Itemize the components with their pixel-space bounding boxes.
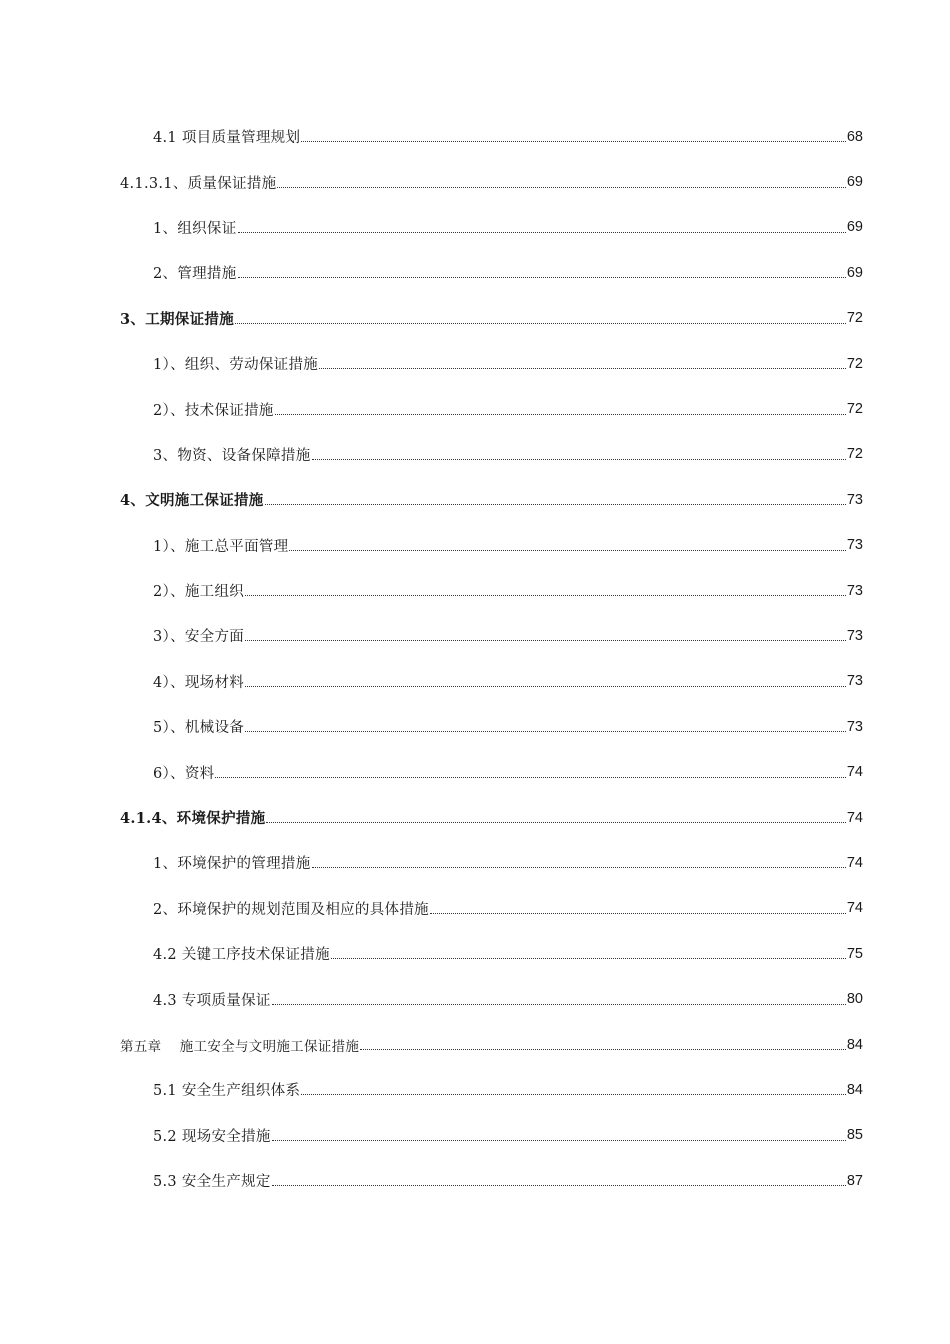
toc-leader-dots — [215, 777, 845, 778]
toc-entry-title: 1）、施工总平面管理 — [153, 538, 289, 555]
toc-entry[interactable] — [0, 749, 950, 794]
toc-entry-title: 4、文明施工保证措施 — [120, 492, 264, 510]
toc-entry-title: 1、组织保证 — [153, 220, 237, 237]
toc-entry-page: 73 — [846, 537, 863, 554]
toc-entry[interactable] — [0, 795, 950, 840]
toc-entry-page: 69 — [846, 174, 863, 191]
toc-entry-page: 72 — [846, 401, 863, 418]
toc-leader-dots — [331, 958, 846, 959]
toc-entry-page: 73 — [846, 673, 863, 690]
toc-leader-dots — [245, 731, 846, 732]
toc-entry-title: 5.2 现场安全措施 — [153, 1128, 271, 1145]
toc-entry[interactable] — [0, 114, 950, 159]
toc-entry[interactable] — [0, 840, 950, 885]
toc-entry-page: 74 — [846, 764, 863, 781]
table-of-contents — [0, 114, 950, 1203]
toc-entry-title: 第五章 施工安全与文明施工保证措施 — [120, 1038, 360, 1055]
toc-entry-page: 74 — [846, 900, 863, 917]
toc-entry[interactable] — [0, 205, 950, 250]
toc-entry-page: 72 — [846, 446, 863, 463]
toc-entry[interactable] — [0, 568, 950, 613]
toc-leader-dots — [301, 141, 846, 142]
toc-entry-title: 3、工期保证措施 — [120, 310, 234, 328]
toc-entry-page: 84 — [846, 1036, 863, 1053]
toc-entry-title: 4.2 关键工序技术保证措施 — [153, 947, 330, 964]
toc-entry-page: 73 — [846, 627, 863, 644]
toc-leader-dots — [272, 1185, 846, 1186]
toc-leader-dots — [312, 459, 846, 460]
toc-entry-page: 72 — [846, 310, 863, 327]
toc-leader-dots — [312, 867, 846, 868]
toc-entry-title: 4.1.4、环境保护措施 — [120, 810, 266, 828]
toc-entry[interactable] — [0, 432, 950, 477]
toc-entry-title: 5.1 安全生产组织体系 — [153, 1083, 301, 1100]
toc-entry[interactable] — [0, 523, 950, 568]
toc-entry[interactable] — [0, 250, 950, 295]
toc-entry-title: 4.1 项目质量管理规划 — [153, 130, 301, 147]
toc-leader-dots — [272, 1140, 846, 1141]
toc-entry-page: 87 — [846, 1172, 863, 1189]
toc-leader-dots — [266, 822, 845, 823]
toc-leader-dots — [275, 414, 846, 415]
toc-entry-title: 2）、施工组织 — [153, 584, 245, 601]
toc-entry-title: 1、环境保护的管理措施 — [153, 856, 311, 873]
toc-entry-page: 68 — [846, 128, 863, 145]
toc-entry-title: 2）、技术保证措施 — [153, 402, 274, 419]
toc-entry[interactable] — [0, 341, 950, 386]
toc-leader-dots — [272, 1004, 846, 1005]
toc-entry-page: 80 — [846, 991, 863, 1008]
toc-entry-title: 5.3 安全生产规定 — [153, 1174, 271, 1191]
toc-leader-dots — [235, 323, 846, 324]
toc-entry[interactable] — [0, 1158, 950, 1203]
toc-entry[interactable] — [0, 659, 950, 704]
toc-entry-page: 69 — [846, 219, 863, 236]
toc-entry-title: 3）、安全方面 — [153, 629, 245, 646]
toc-entry[interactable] — [0, 477, 950, 522]
toc-entry-page: 74 — [846, 809, 863, 826]
toc-leader-dots — [245, 595, 846, 596]
toc-entry[interactable] — [0, 1113, 950, 1158]
toc-entry-title: 4.1.3.1、质量保证措施 — [120, 175, 277, 192]
toc-leader-dots — [277, 187, 845, 188]
toc-entry[interactable] — [0, 976, 950, 1021]
toc-leader-dots — [360, 1049, 846, 1050]
toc-entry[interactable] — [0, 931, 950, 976]
toc-entry-title: 2、环境保护的规划范围及相应的具体措施 — [153, 901, 429, 918]
toc-entry[interactable] — [0, 613, 950, 658]
toc-entry-page: 85 — [846, 1127, 863, 1144]
toc-entry-title: 4）、现场材料 — [153, 674, 245, 691]
toc-leader-dots — [245, 686, 846, 687]
toc-entry-page: 73 — [846, 491, 863, 508]
toc-entry[interactable] — [0, 296, 950, 341]
toc-leader-dots — [430, 913, 846, 914]
toc-entry-page: 73 — [846, 582, 863, 599]
toc-entry-page: 84 — [846, 1081, 863, 1098]
toc-leader-dots — [238, 277, 846, 278]
toc-entry[interactable] — [0, 886, 950, 931]
toc-leader-dots — [265, 504, 846, 505]
toc-entry-title: 5）、机械设备 — [153, 720, 245, 737]
toc-entry-page: 74 — [846, 854, 863, 871]
toc-entry-title: 2、管理措施 — [153, 266, 237, 283]
toc-entry-page: 73 — [846, 718, 863, 735]
toc-entry-page: 72 — [846, 355, 863, 372]
toc-leader-dots — [319, 368, 846, 369]
toc-entry-page: 75 — [846, 945, 863, 962]
toc-entry[interactable] — [0, 1067, 950, 1112]
toc-entry-title: 6）、资料 — [153, 765, 215, 782]
toc-entry-title: 4.3 专项质量保证 — [153, 992, 271, 1009]
toc-entry[interactable] — [0, 159, 950, 204]
toc-leader-dots — [238, 232, 846, 233]
toc-entry[interactable] — [0, 1022, 950, 1067]
toc-entry[interactable] — [0, 704, 950, 749]
toc-leader-dots — [245, 640, 846, 641]
toc-leader-dots — [301, 1094, 846, 1095]
toc-entry[interactable] — [0, 386, 950, 431]
toc-entry-title: 3、物资、设备保障措施 — [153, 447, 311, 464]
toc-entry-title: 1）、组织、劳动保证措施 — [153, 357, 319, 374]
toc-entry-page: 69 — [846, 264, 863, 281]
toc-leader-dots — [289, 550, 845, 551]
